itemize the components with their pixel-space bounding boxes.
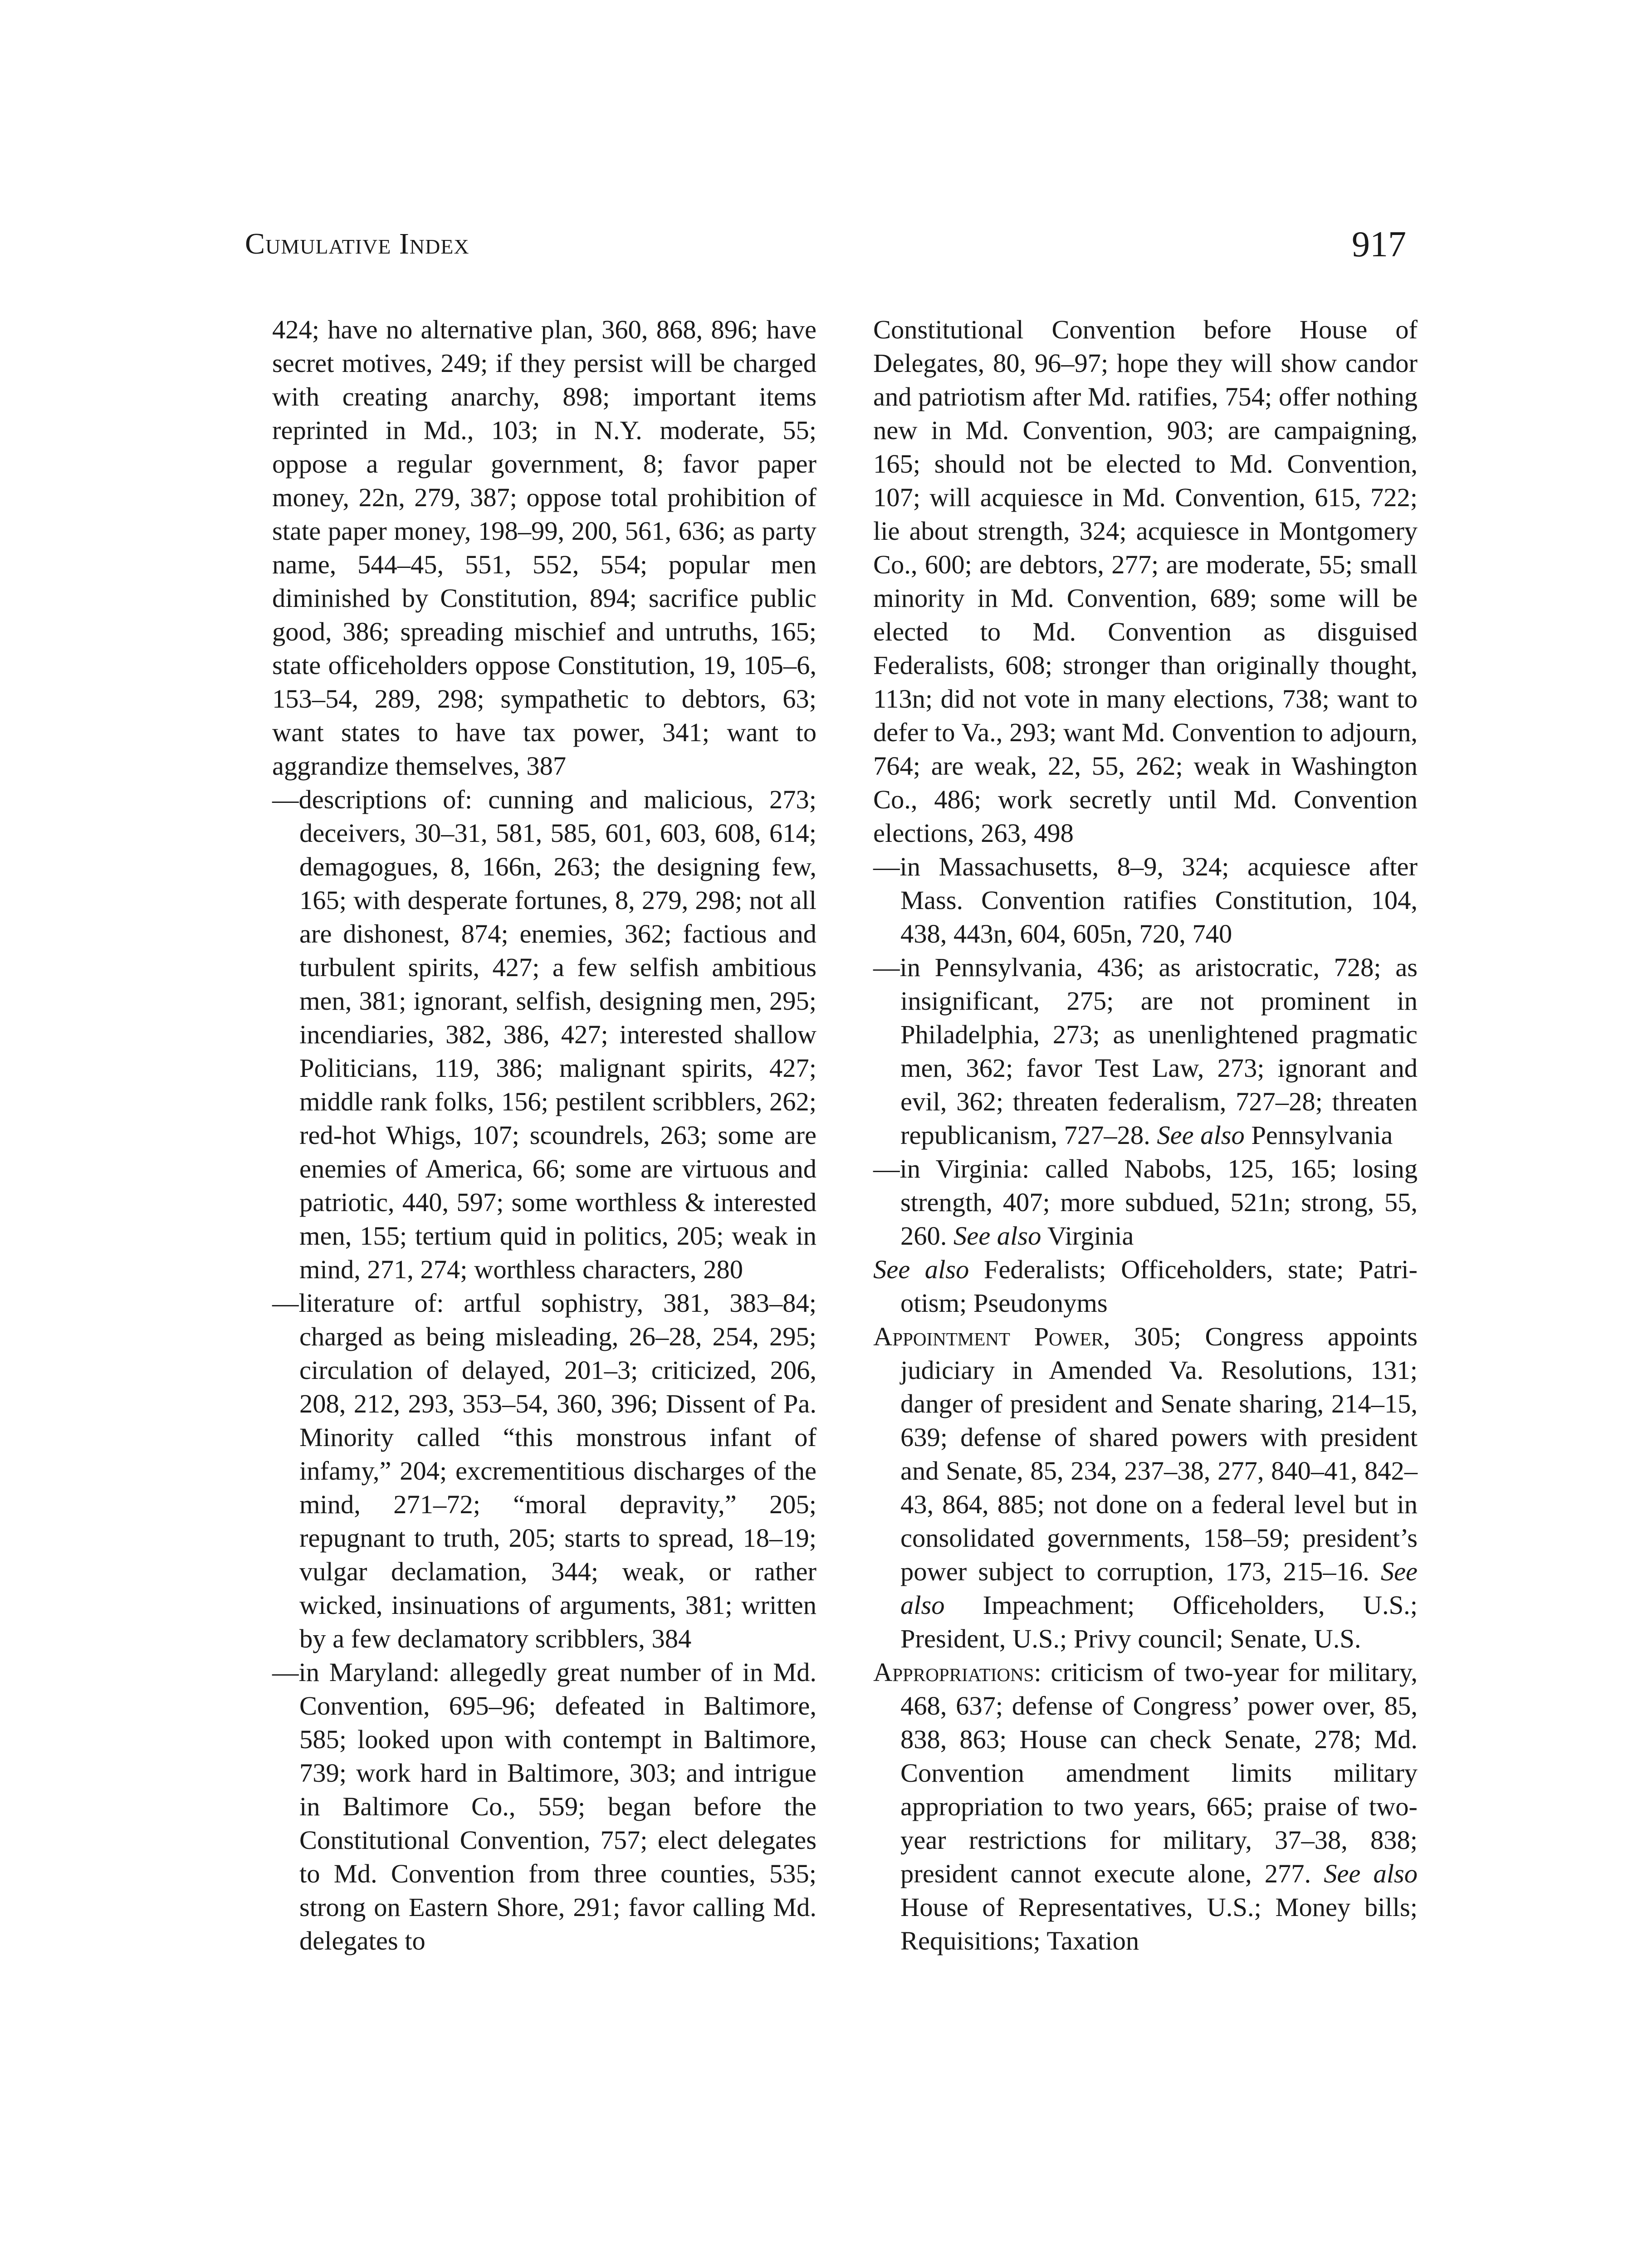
index-entry-continued: 424; have no alternative plan, 360, 868, 896; have secret motives, 249; if they persist will be charged with creating anarchy, 898; important items reprinted in Md., 103; in N.Y. moderate, 55; oppose a regular government, 8; favor paper money, 22n, 279, 387; oppose total prohibition of state paper money, 198–99, 200, 561, 636; as party name, 544–45, 551, 552, 554; popular men diminished by Constitution, 894; sacrifice public good, 386; spreading mischief and untruths, 165; state officeholders oppose Constitution, 19, 105–6, 153–54, 289, 298; sympathetic to debtors, 63; want states to have tax power, 341; want to aggrandize themselves, 387 <box>272 315 816 781</box>
see-also-label: See also <box>953 1221 1041 1251</box>
see-also-label: See also <box>900 1557 1418 1620</box>
index-term: Appropriations <box>873 1657 1034 1687</box>
cross-reference: Impeachment; Officeholders, U.S.; President, U.S.; Privy council; Senate, U.S. <box>900 1590 1418 1653</box>
index-subentry-literature: —literature of: artful sophistry, 381, 383–84; charged as being misleading, 26–28, 254, 295; circulation of delayed, 201–3; criticized, 206, 208, 212, 293, 353–54, 360, 396; Dissent of Pa. Minority called “this monstrous infant of infamy,” 204; excrementitious discharges of the mind, 271–72; “moral depravity,” 205; repugnant to truth, 205; starts to spread, 18–19; vulgar declamation, 344; weak, or rather wicked, insinuations of arguments, 381; written by a few declamatory scribblers, 384 <box>272 1288 816 1653</box>
index-subentry-maryland: —in Maryland: allegedly great number of in Md. Convention, 695–96; defeated in Baltimore, 585; looked upon with contempt in Baltimore, 739; work hard in Baltimore, 303; and intrigue in Baltimore Co., 559; began before the Constitutional Convention, 757; elect delegates to Md. Convention from three counties, 535; strong on Eastern Shore, 291; favor calling Md. delegates to <box>272 1657 816 1955</box>
index-subentry-pennsylvania <box>873 951 1418 1152</box>
index-subentry-virginia <box>873 1152 1418 1253</box>
index-subentry-descriptions: —descriptions of: cunning and malicious, 273; deceivers, 30–31, 581, 585, 601, 603, 608, 614; demagogues, 8, 166n, 263; the designing few, 165; with desperate fortunes, 8, 279, 298; not all are dishonest, 874; enemies, 362; factious and turbulent spirits, 427; a few selfish ambitious men, 381; ignorant, selfish, designing men, 295; incendiaries, 382, 386, 427; interested shallow Politicians, 119, 386; malignant spirits, 427; middle rank folks, 156; pestilent scribblers, 262; red-hot Whigs, 107; scoundrels, 263; some are enemies of America, 66; some are virtuous and patriotic, 440, 597; some worthless & interested men, 155; tertium quid in politics, 205; weak in mind, 271, 274; worthless characters, 280 <box>272 785 816 1284</box>
cross-reference: House of Representatives, U.S.; Money bills; Requisitions; Taxation <box>900 1892 1418 1955</box>
entry-text: —in Virginia: called Nabobs, 125, 165; losing strength, 407; more subdued, 521n; strong, 55, 260. <box>873 1154 1418 1251</box>
see-also-label: See also <box>1324 1859 1418 1888</box>
index-subentry-massachusetts: —in Massachusetts, 8–9, 324; acquiesce after Mass. Convention ratifies Constitution, 104, 438, 443n, 604, 605n, 720, 740 <box>873 852 1418 948</box>
index-entry-continued-maryland: Constitutional Convention before House of Delegates, 80, 96–97; hope they will show candor and patriotism after Md. ratifies, 754; offer nothing new in Md. Convention, 903; are campaigning, 165; should not be elected to Md. Convention, 107; will acquiesce in Md. Convention, 615, 722; lie about strength, 324; acquiesce in Montgomery Co., 600; are debtors, 277; are moderate, 55; small minority in Md. Convention, 689; some will be elected to Md. Convention as disguised Federalists, 608; stronger than originally thought, 113n; did not vote in many elections, 738; want to defer to Va., 293; want Md. Convention to adjourn, 764; are weak, 22, 55, 262; weak in Washington Co., 486; work secretly until Md. Convention elections, 263, 498 <box>873 315 1418 848</box>
entry-text: : criticism of two-year for military, 468, 637; defense of Congress’ power over, 85, 838, 863; House can check Senate, 278; Md. Convention amendment limits military appropriation to two years, 665; praise of two-year restrictions for military, 37–38, 838; president cannot execute alone, 277. <box>900 1657 1418 1888</box>
index-entry-appropriations <box>873 1656 1418 1958</box>
page-number: 917 <box>1352 225 1406 264</box>
see-also-label: See also <box>1157 1120 1245 1150</box>
left-column <box>272 313 816 1958</box>
cross-reference: Pennsylvania <box>1251 1120 1393 1150</box>
index-term: Appointment Power <box>873 1322 1104 1351</box>
running-head <box>245 227 1406 272</box>
running-head-title: Cumulative Index <box>245 227 469 260</box>
cross-reference: Federalists; Officeholders, state; Patriotism; Pseudonyms <box>900 1255 1418 1318</box>
right-column <box>873 313 1418 1958</box>
entry-text: , 305; Congress appoints judiciary in Amended Va. Resolutions, 131; danger of president and Senate sharing, 214–15, 639; defense of shared powers with president and Senate, 85, 234, 237–38, 277, 840–41, 842–43, 864, 885; not done on a federal level but in consolidated governments, 158–59; president’s power subject to corruption, 173, 215–16. <box>900 1322 1418 1586</box>
cross-reference: Virginia <box>1047 1221 1134 1251</box>
index-entry-appointment-power <box>873 1320 1418 1656</box>
see-also-entry <box>873 1253 1418 1320</box>
entry-text: —in Pennsylvania, 436; as aristocratic, 728; as insignificant, 275; are not prominent in Philadelphia, 273; as unenlightened pragmatic men, 362; favor Test Law, 273; ignorant and evil, 362; threaten federalism, 727–28; threaten republicanism, 727–28. <box>873 953 1418 1150</box>
see-also-label: See also <box>873 1255 969 1284</box>
